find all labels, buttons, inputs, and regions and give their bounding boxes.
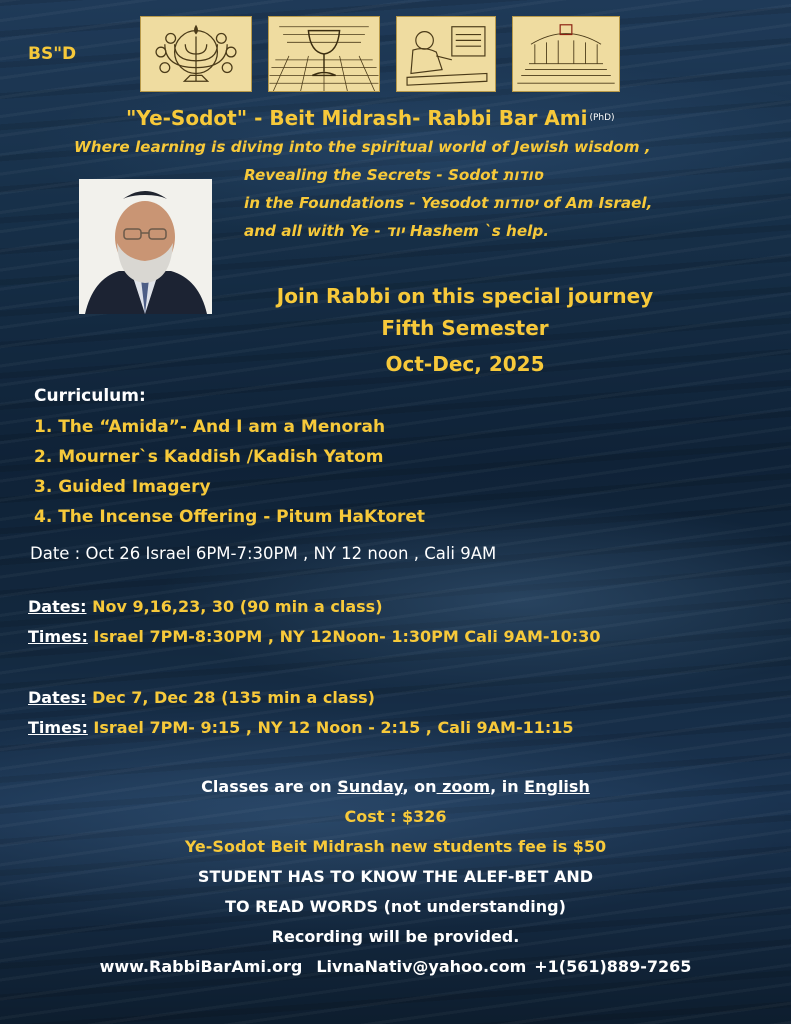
title-main: "Ye-Sodot" - Beit Midrash- Rabbi Bar Ami [126, 106, 588, 130]
title-suffix: (PhD) [589, 113, 615, 123]
page-title [126, 106, 615, 130]
schedule2-times [28, 718, 574, 737]
first-date: Date : Oct 26 Israel 6PM-7:30PM , NY 12 noon , Cali 9AM [30, 544, 497, 563]
journey-line3: Oct-Dec, 2025 [385, 352, 545, 376]
classes-info [0, 777, 791, 796]
schedule1-dates [28, 597, 383, 616]
times-label: Times: [28, 718, 88, 737]
bsd-mark: BS"D [28, 44, 77, 64]
curriculum-item: 2. Mourner`s Kaddish /Kadish Yatom [34, 447, 384, 467]
email-link[interactable]: LivnaNativ@yahoo.com [316, 957, 527, 976]
schedule1-times [28, 627, 600, 646]
phone-number: +1(561)889-7265 [534, 957, 692, 976]
requirement-line2: TO READ WORDS (not understanding) [225, 897, 566, 916]
cost: Cost : $326 [344, 807, 447, 826]
times-value: Israel 7PM- 9:15 , NY 12 Noon - 2:15 , Cali 9AM-11:15 [87, 718, 574, 737]
dates-label: Dates: [28, 688, 87, 707]
curriculum-heading: Curriculum: [34, 386, 146, 406]
journey-line1: Join Rabbi on this special journey [276, 284, 654, 308]
curriculum-item: 3. Guided Imagery [34, 477, 211, 497]
dates-value: Dec 7, Dec 28 (135 min a class) [86, 688, 375, 707]
dates-label: Dates: [28, 597, 87, 616]
classes-platform: zoom [436, 777, 491, 796]
schedule2-dates [28, 688, 375, 707]
times-value: Israel 7PM-8:30PM , NY 12Noon- 1:30PM Cali 9AM-10:30 [87, 627, 601, 646]
dates-value: Nov 9,16,23, 30 (90 min a class) [86, 597, 383, 616]
classes-day: Sunday [337, 777, 403, 796]
menorah-drawing-icon [140, 16, 252, 92]
recording-note: Recording will be provided. [271, 927, 520, 946]
classes-mid1: , on [402, 777, 437, 796]
temple-drawing-icon [512, 16, 620, 92]
journey-line2: Fifth Semester [381, 316, 549, 340]
requirement-line1: STUDENT HAS TO KNOW THE ALEF-BET AND [197, 867, 594, 886]
classes-prefix: Classes are on [201, 777, 338, 796]
tagline-line3: in the Foundations - Yesodot יסודות of Am Israel, [244, 194, 653, 212]
classes-mid2: , in [490, 777, 525, 796]
curriculum-item: 4. The Incense Offering - Pitum HaKtoret [34, 507, 426, 527]
new-student-fee: Ye-Sodot Beit Midrash new students fee is $50 [184, 837, 607, 856]
website-link[interactable]: www.RabbiBarAmi.org [99, 957, 303, 976]
tagline-line2: Revealing the Secrets - Sodot סודות [244, 166, 544, 184]
contact-line [0, 957, 791, 976]
times-label: Times: [28, 627, 88, 646]
curriculum-item: 1. The “Amida”- And I am a Menorah [34, 417, 386, 437]
scholar-writing-drawing-icon [396, 16, 496, 92]
tagline-line4: and all with Ye - יוד Hashem `s help. [244, 222, 550, 240]
rabbi-photo [79, 179, 212, 314]
tagline-line1: Where learning is diving into the spiritual world of Jewish wisdom , [74, 138, 651, 156]
classes-language: English [524, 777, 590, 796]
kiddush-cup-drawing-icon [268, 16, 380, 92]
